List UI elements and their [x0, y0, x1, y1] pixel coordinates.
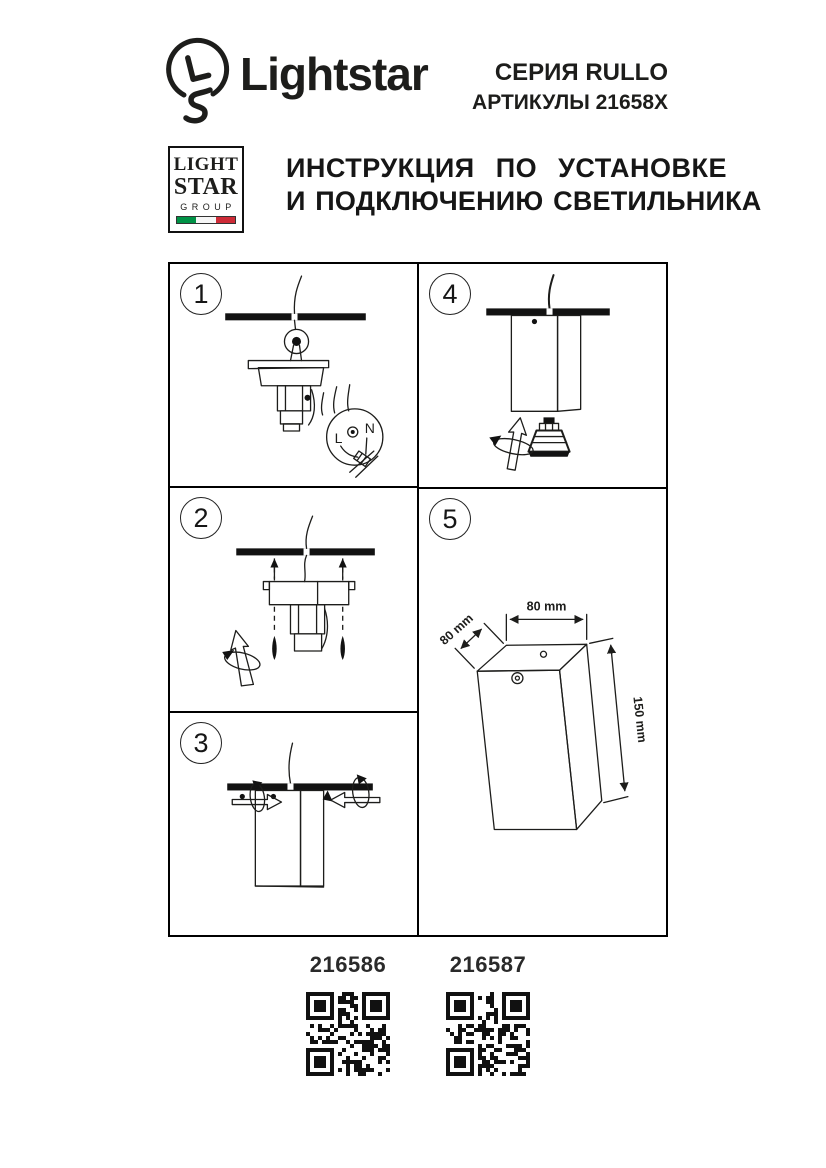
mains-wire	[294, 276, 301, 329]
step-1-number: 1	[180, 273, 222, 315]
dim-left-label: 80 mm	[437, 611, 476, 648]
ceiling-bar	[225, 313, 366, 320]
mains-wire	[289, 743, 292, 783]
ceiling-bar	[227, 783, 373, 790]
series-block	[472, 58, 668, 116]
title-line-1: ИНСТРУКЦИЯ ПО УСТАНОВКЕ	[286, 153, 727, 183]
dim-top-label: 80 mm	[526, 599, 567, 614]
slide-arrow-right	[331, 774, 380, 808]
italian-flag-stripe	[176, 216, 236, 224]
article-block	[443, 952, 533, 1076]
wire-junction	[284, 329, 308, 360]
cable-clamp	[354, 451, 371, 466]
insert-rotation-arrow	[489, 416, 534, 471]
instruction-grid	[168, 262, 668, 937]
qr-code	[306, 992, 390, 1076]
title-line-2: И ПОДКЛЮЧЕНИЮ СВЕТИЛЬНИКА	[286, 186, 762, 216]
step-5-illustration	[419, 489, 666, 935]
flag-red	[216, 217, 235, 223]
dimension-left-80mm	[437, 611, 503, 668]
step-4-number: 4	[429, 273, 471, 315]
flag-green	[177, 217, 196, 223]
fixing-screw-right	[339, 559, 347, 661]
group-logo-star: STAR	[173, 174, 239, 200]
terminal-detail-circle	[322, 385, 383, 478]
terminal-l-label: L	[334, 430, 343, 447]
step-1-panel	[170, 264, 417, 486]
step-5-panel	[419, 487, 666, 935]
ceiling-bar	[486, 308, 610, 315]
flag-white	[196, 217, 215, 223]
dim-height-label: 150 mm	[630, 695, 650, 744]
brand-wordmark: Lightstar	[240, 48, 428, 100]
qr-code	[446, 992, 530, 1076]
ceiling-bar	[236, 549, 375, 556]
page-title	[286, 152, 762, 218]
screw-in-rotation-arrow	[222, 629, 262, 688]
article-block	[303, 952, 393, 1076]
grid-left-column	[170, 264, 419, 935]
series-name: СЕРИЯ RULLO	[494, 59, 668, 86]
grid-right-column	[419, 264, 666, 935]
article-number: 216587	[449, 952, 527, 977]
lightstar-bulb-icon	[160, 34, 238, 126]
step-5-number: 5	[429, 498, 471, 540]
step-2-panel	[170, 486, 417, 710]
group-logo-group: GROUP	[180, 202, 236, 212]
dimension-top-80mm	[506, 600, 586, 641]
mains-wire	[549, 275, 554, 308]
mounting-canopy	[248, 361, 328, 431]
lamp-body	[511, 315, 580, 411]
step-3-number: 3	[180, 722, 222, 764]
gu10-bulb	[528, 417, 569, 456]
step-4-panel	[419, 264, 666, 487]
footer-articles	[168, 952, 668, 1076]
group-logo-light: LIGHT	[173, 154, 239, 175]
dimension-height-150mm	[590, 638, 650, 802]
article-number: 216586	[309, 952, 387, 977]
terminal-n-label: N	[364, 419, 375, 437]
articles-line: АРТИКУЛЫ 21658X	[472, 91, 668, 114]
lightstar-group-logo	[168, 146, 244, 233]
step-2-number: 2	[180, 497, 222, 539]
mounting-bracket	[263, 582, 354, 651]
fixing-screw-left	[270, 559, 278, 661]
lamp-box-drawing	[477, 644, 602, 829]
step-3-panel	[170, 711, 417, 935]
